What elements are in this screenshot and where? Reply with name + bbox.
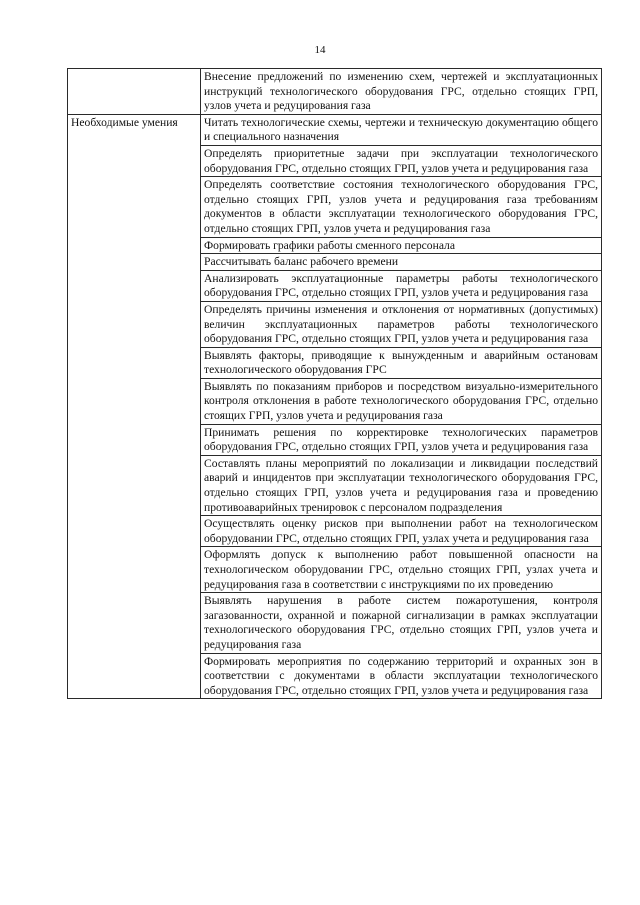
skill-cell: Определять приоритетные задачи при эксплуатации технологического оборудования ГРС, отдельно стоящих ГРП, узлов учета и редуцирования газа: [201, 145, 602, 176]
skill-cell: Оформлять допуск к выполнению работ повышенной опасности на технологическом оборудовании ГРС, отдельно стоящих ГРП, узлах учета и редуцирования газа в соответствии с инструкциями по их проведению: [201, 547, 602, 593]
skill-cell: Формировать графики работы сменного персонала: [201, 237, 602, 254]
skill-cell: Определять соответствие состояния технологического оборудования ГРС, отдельно стоящих ГРП, узлов учета и редуцирования газа требованиям документов в области эксплуатации технологического оборудования ГРС, отдельно стоящих ГРП, узлов учета и редуцирования газа: [201, 177, 602, 237]
table-row: [68, 114, 602, 145]
skill-cell: Определять причины изменения и отклонения от нормативных (допустимых) величин эксплуатационных параметров работы технологического оборудования ГРС, отдельно стоящих ГРП, узлов учета и редуцирования газа: [201, 301, 602, 347]
skill-cell: Рассчитывать баланс рабочего времени: [201, 254, 602, 271]
skill-cell: Выявлять факторы, приводящие к вынужденным и аварийным остановам технологического оборудования ГРС: [201, 347, 602, 378]
page-number: 14: [314, 44, 326, 56]
requirements-table: [67, 68, 602, 699]
skill-cell: Анализировать эксплуатационные параметры работы технологического оборудования ГРС, отдельно стоящих ГРП, узлов учета и редуцирования газа: [201, 270, 602, 301]
skill-cell: Выявлять нарушения в работе систем пожаротушения, контроля загазованности, охранной и пожарной сигнализации в рамках эксплуатации технологического оборудования ГРС, отдельно стоящих ГРП, узлов учета и редуцирования газа: [201, 593, 602, 653]
row-label-cell: [68, 69, 201, 115]
skill-cell: Формировать мероприятия по содержанию территорий и охранных зон в соответствии с документами в области эксплуатации технологического оборудования ГРС, отдельно стоящих ГРП, узлов учета и редуцирования газа: [201, 653, 602, 699]
row-text-cell: Внесение предложений по изменению схем, чертежей и эксплуатационных инструкций технологического оборудования ГРС, отдельно стоящих ГРП, узлов учета и редуцирования газа: [201, 69, 602, 115]
requirements-table-body: [68, 69, 602, 699]
section-label-cell: Необходимые умения: [68, 114, 201, 699]
skill-cell: Осуществлять оценку рисков при выполнении работ на технологическом оборудовании ГРС, отдельно стоящих ГРП, узлах учета и редуцирования газа: [201, 516, 602, 547]
table-row: [68, 69, 602, 115]
skill-cell: Принимать решения по корректировке технологических параметров оборудования ГРС, отдельно стоящих ГРП, узлов учета и редуцирования газа: [201, 424, 602, 455]
skill-cell: Читать технологические схемы, чертежи и техническую документацию общего и специального назначения: [201, 114, 602, 145]
skill-cell: Выявлять по показаниям приборов и посредством визуально-измерительного контроля отклонения в работе технологического оборудования ГРС, отдельно стоящих ГРП, узлов учета и редуцирования газа: [201, 378, 602, 424]
skill-cell: Составлять планы мероприятий по локализации и ликвидации последствий аварий и инцидентов при эксплуатации технологического оборудования ГРС, отдельно стоящих ГРП, узлов учета и редуцирования газа и проведению противоаварийных тренировок с персоналом подразделения: [201, 455, 602, 515]
